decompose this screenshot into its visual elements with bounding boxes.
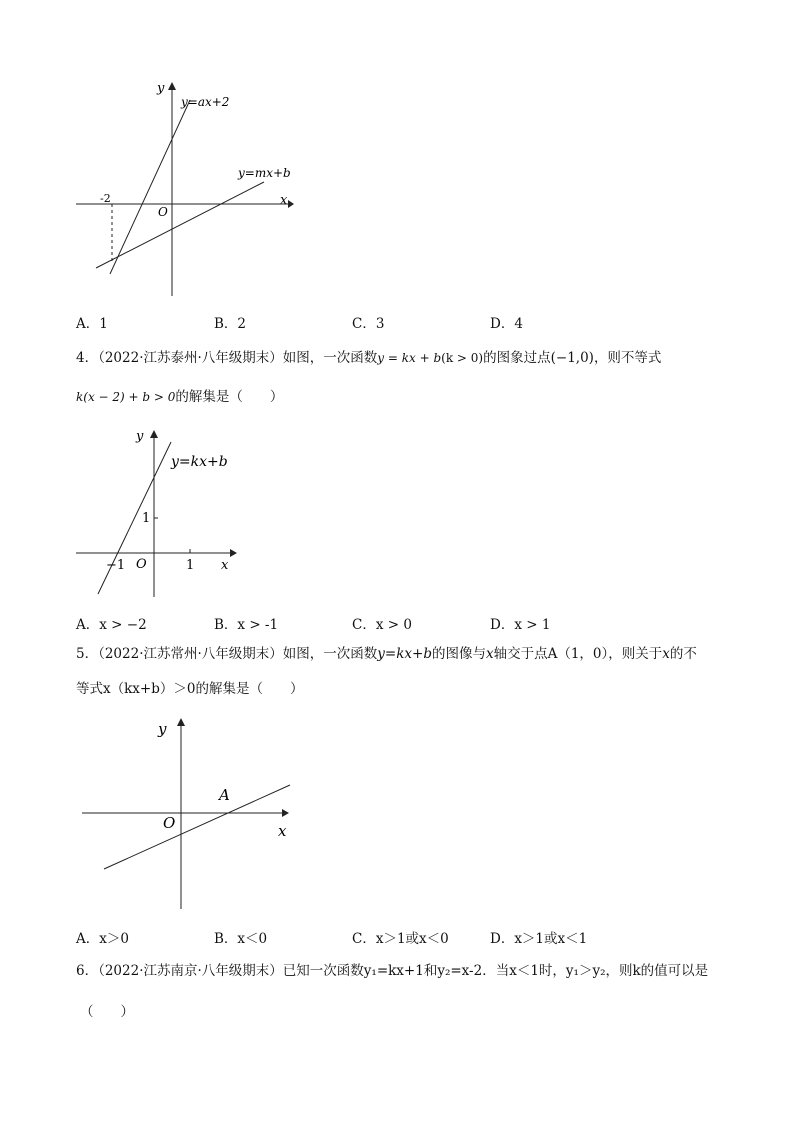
q4-y-label: y bbox=[136, 429, 144, 444]
q4-one-x-label: 1 bbox=[186, 558, 195, 573]
q5-option-b-text: B．x＜0 bbox=[214, 931, 268, 947]
q4-graph bbox=[70, 422, 250, 602]
q3-line2-label: y=mx+b bbox=[238, 166, 291, 180]
q5-y-label: y bbox=[158, 720, 167, 738]
q5-origin-label: O bbox=[163, 814, 176, 832]
q5-func: y=kx+b bbox=[377, 646, 432, 662]
q4-stem-line1 bbox=[76, 349, 661, 367]
q6-stem-line2 bbox=[80, 1003, 134, 1021]
q4-cond: (k > 0) bbox=[441, 351, 484, 365]
q6-answer-blank: （ ） bbox=[80, 1004, 134, 1020]
q5-graph bbox=[78, 712, 298, 917]
q5-option-a[interactable] bbox=[76, 927, 129, 947]
q5-option-d-text: D．x＞1或x＜1 bbox=[490, 931, 588, 947]
q4-ineq: k(x − 2) + b > 0 bbox=[76, 390, 176, 404]
q3-graph bbox=[70, 78, 300, 303]
q4-neg-one-label: −1 bbox=[106, 558, 126, 573]
q5-point-a-label: A bbox=[219, 786, 230, 804]
q5-line bbox=[104, 785, 290, 869]
q4-tail: ，则不等式 bbox=[593, 350, 662, 366]
q4-option-d-text: D．x > 1 bbox=[490, 617, 551, 633]
q4-func: y = kx + b bbox=[377, 351, 442, 365]
q5-y-arrow bbox=[177, 718, 185, 726]
q4-origin-label: O bbox=[136, 557, 147, 572]
q3-line-ax2 bbox=[110, 100, 190, 274]
q4-stem-intro: 4．（2022·江苏泰州·八年级期末）如图，一次函数 bbox=[76, 350, 378, 366]
q4-option-d[interactable] bbox=[490, 613, 550, 633]
q3-y-arrow bbox=[168, 82, 176, 90]
q5-x-arrow bbox=[282, 809, 289, 817]
q5-x-label: x bbox=[278, 822, 287, 840]
q4-point: (−1,0) bbox=[550, 350, 594, 366]
q4-option-c-text: C．x > 0 bbox=[352, 617, 412, 633]
q4-line-label: y=kx+b bbox=[171, 454, 228, 470]
q5-stem-b: 的图像与 bbox=[431, 646, 486, 662]
q5-stem-line2-text: 等式x（kx+b）＞0的解集是（ ） bbox=[76, 681, 304, 697]
q3-line1-label: y=ax+2 bbox=[181, 95, 230, 109]
q3-option-b[interactable]: B．2 bbox=[214, 316, 247, 332]
q3-origin-label: O bbox=[158, 205, 168, 219]
q5-stem-line2 bbox=[76, 680, 303, 698]
q4-option-b[interactable] bbox=[214, 613, 278, 633]
q5-option-d[interactable] bbox=[490, 927, 587, 947]
q5-stem-intro: 5．（2022·江苏常州·八年级期末）如图，一次函数 bbox=[76, 646, 378, 662]
q5-option-b[interactable] bbox=[214, 927, 267, 947]
q5-stem-d: 的不 bbox=[669, 646, 697, 662]
q5-xvar: x bbox=[485, 646, 494, 662]
q5-stem-line1 bbox=[76, 645, 697, 663]
q4-option-a-text: A．x > −2 bbox=[76, 617, 147, 633]
q4-mid: 的图象过点 bbox=[483, 350, 551, 366]
q6-stem-text: 6．（2022·江苏南京·八年级期末）已知一次函数y₁=kx+1和y₂=x-2．当x＜1时，y₁＞y₂，则k的值可以是 bbox=[76, 963, 709, 979]
q4-y-arrow bbox=[150, 430, 158, 438]
q4-x-label: x bbox=[221, 558, 229, 573]
q4-x-arrow bbox=[230, 549, 237, 557]
q6-stem-line1 bbox=[76, 962, 708, 980]
q3-x-arrow bbox=[288, 200, 294, 208]
q4-option-a[interactable] bbox=[76, 613, 147, 633]
q5-option-a-text: A．x＞0 bbox=[76, 931, 129, 947]
q4-stem-tail: 的解集是（ ） bbox=[175, 389, 284, 405]
q3-option-d[interactable]: D．4 bbox=[490, 316, 523, 332]
q3-x-label: x bbox=[280, 193, 288, 208]
q3-option-c[interactable]: C．3 bbox=[352, 316, 385, 332]
q5-xvar2: x bbox=[662, 646, 670, 662]
q3-y-label: y bbox=[157, 81, 165, 96]
q5-option-c[interactable] bbox=[352, 927, 449, 947]
q3-option-a[interactable]: A．1 bbox=[76, 316, 108, 332]
q5-stem-c: 轴交于点 bbox=[493, 646, 548, 662]
q5-point-a: A（1，0），则关于 bbox=[547, 646, 663, 662]
q3-neg-two-label: -2 bbox=[100, 192, 111, 205]
q4-one-y-label: 1 bbox=[142, 511, 151, 526]
q4-option-c[interactable] bbox=[352, 613, 412, 633]
q5-option-c-text: C．x＞1或x＜0 bbox=[352, 931, 449, 947]
q4-option-b-text: B．x > -1 bbox=[214, 617, 279, 633]
q4-stem-line2 bbox=[76, 388, 283, 406]
q3-line-mxb bbox=[96, 182, 264, 268]
